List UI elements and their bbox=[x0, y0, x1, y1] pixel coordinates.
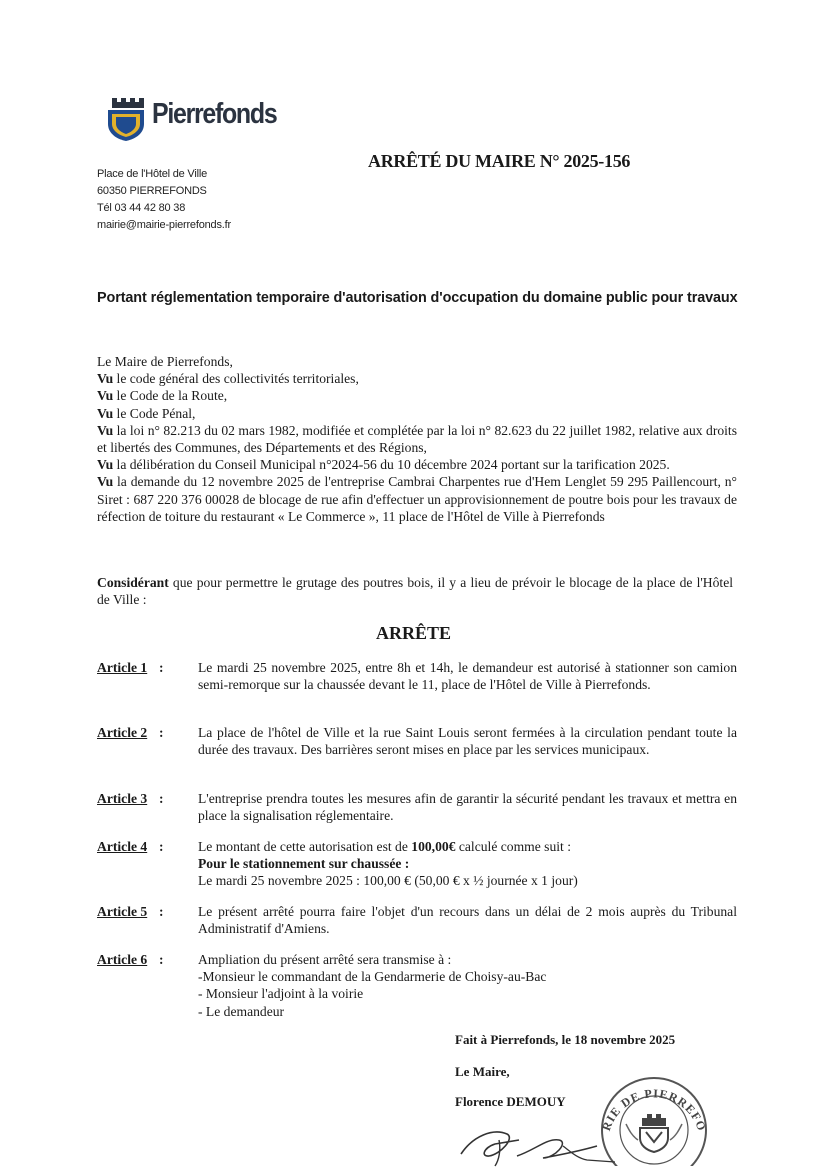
mayor-role: Le Maire, bbox=[455, 1064, 510, 1079]
article-label: Article 6 bbox=[97, 952, 148, 967]
article-text: Le présent arrêté pourra faire l'objet d'un recours dans un délai de 2 mois auprès du Tribunal Administratif d'Amiens. bbox=[198, 904, 737, 937]
logo-text: Pierrefonds bbox=[152, 98, 277, 130]
address-block bbox=[97, 166, 231, 234]
pierrefonds-logo bbox=[104, 96, 277, 142]
considerant-text: que pour permettre le grutage des poutres bois, il y a lieu de prévoir le blocage de la place de l'Hôtel de Ville : bbox=[97, 575, 733, 608]
visa-line: Vu le Code Pénal, bbox=[97, 405, 196, 421]
article-3: Article 3 : L'entreprise prendra toutes les mesures afin de garantir la sécurité pendant les travaux et mettra en place la signalisation réglementaire. bbox=[97, 791, 737, 824]
article-label: Article 3 bbox=[97, 791, 148, 806]
place-date: Fait à Pierrefonds, le 18 novembre 2025 bbox=[455, 1032, 676, 1047]
castle-shield-icon bbox=[104, 96, 148, 142]
article-detail: Le mardi 25 novembre 2025 : 100,00 € (50,00 € x ½ journée x 1 jour) bbox=[198, 873, 578, 889]
article-text: Le mardi 25 novembre 2025, entre 8h et 14h, le demandeur est autorisé à stationner son camion semi-remorque sur la chaussée devant le 11, place de l'Hôtel de Ville à Pierrefonds. bbox=[198, 660, 737, 693]
article-2: Article 2 : La place de l'hôtel de Ville et la rue Saint Louis seront fermées à la circulation pendant toute la durée des travaux. Des barrières seront mises en place par les services municipaux. bbox=[97, 725, 737, 758]
article-text: La place de l'hôtel de Ville et la rue Saint Louis seront fermées à la circulation pendant toute la durée des travaux. Des barrières seront mises en place par les services municipaux. bbox=[198, 725, 737, 758]
mayor-name: Florence DEMOUY bbox=[455, 1094, 566, 1109]
visa-line: Vu la délibération du Conseil Municipal n°2024-56 du 10 décembre 2024 portant sur la tarification 2025. bbox=[97, 457, 670, 473]
recipient-line: - Monsieur l'adjoint à la voirie bbox=[198, 986, 364, 1002]
signature bbox=[455, 1110, 630, 1169]
recipient-line: -Monsieur le commandant de la Gendarmerie de Choisy-au-Bac bbox=[198, 969, 547, 985]
amount: 100,00€ bbox=[411, 839, 456, 854]
arrete-heading: ARRÊTE bbox=[375, 623, 451, 643]
visa-line: Vu le code général des collectivités territoriales, bbox=[97, 371, 359, 387]
address-line: 60350 PIERREFONDS bbox=[97, 185, 207, 197]
visa-line: Vu la loi n° 82.213 du 02 mars 1982, modifiée et complétée par la loi n° 82.623 du 22 juillet 1982, relative aux droits et libertés des Communes, des Départements et des Régions, bbox=[97, 422, 737, 456]
visa-line: Vu la demande du 12 novembre 2025 de l'entreprise Cambrai Charpentes rue d'Hem Lenglet 59 295 Paillencourt, n° Siret : 687 220 376 00028 de blocage de rue afin d'effectuer un approvisionnement de poutre bois pour les travaux de réfection de toiture du restaurant « Le Commerce », 11 place de l'Hôtel de Ville à Pierrefonds bbox=[97, 474, 737, 524]
considerant-section bbox=[97, 574, 733, 608]
visa-line: Le Maire de Pierrefonds, bbox=[97, 354, 233, 369]
document-subject: Portant réglementation temporaire d'autorisation d'occupation du domaine public pour travaux bbox=[97, 290, 738, 306]
article-1: Article 1 : Le mardi 25 novembre 2025, entre 8h et 14h, le demandeur est autorisé à stationner son camion semi-remorque sur la chaussée devant le 11, place de l'Hôtel de Ville à Pierrefonds. bbox=[97, 660, 737, 693]
article-4: Article 4 : Le montant de cette autorisation est de 100,00€ calculé comme suit : Pour le stationnement sur chaussée : Le mardi 25 novembre 2025 : 100,00 € (50,00 € x ½ journée x 1 jour) bbox=[97, 838, 737, 890]
article-text: Le montant de cette autorisation est de 100,00€ calculé comme suit : bbox=[198, 839, 571, 854]
article-subheading: Pour le stationnement sur chaussée : bbox=[198, 856, 410, 872]
stamp-text: RIE DE PIERREFO bbox=[598, 1086, 710, 1134]
visas-section bbox=[97, 353, 737, 525]
address-line: Place de l'Hôtel de Ville bbox=[97, 168, 208, 180]
article-label: Article 2 bbox=[97, 725, 148, 740]
visa-line: Vu le Code de la Route, bbox=[97, 388, 228, 404]
article-label: Article 1 bbox=[97, 660, 148, 675]
article-label: Article 4 bbox=[97, 839, 148, 854]
recipient-line: - Le demandeur bbox=[198, 1003, 285, 1019]
phone-line: Tél 03 44 42 80 38 bbox=[97, 202, 186, 214]
article-text: L'entreprise prendra toutes les mesures afin de garantir la sécurité pendant les travaux et mettra en place la signalisation réglementaire. bbox=[198, 791, 737, 824]
email-line: mairie@mairie-pierrefonds.fr bbox=[97, 219, 231, 231]
article-text: Ampliation du présent arrêté sera transmise à : bbox=[198, 952, 452, 967]
considerant-label: Considérant bbox=[97, 575, 169, 590]
article-5: Article 5 : Le présent arrêté pourra faire l'objet d'un recours dans un délai de 2 mois auprès du Tribunal Administratif d'Amiens. bbox=[97, 904, 737, 937]
article-6: Article 6 : Ampliation du présent arrêté sera transmise à : -Monsieur le commandant de la Gendarmerie de Choisy-au-Bac - Monsieur l'adjoint à la voirie - Le demandeur bbox=[97, 951, 737, 1020]
article-label: Article 5 bbox=[97, 904, 148, 919]
document-title: ARRÊTÉ DU MAIRE N° 2025-156 bbox=[368, 151, 631, 171]
